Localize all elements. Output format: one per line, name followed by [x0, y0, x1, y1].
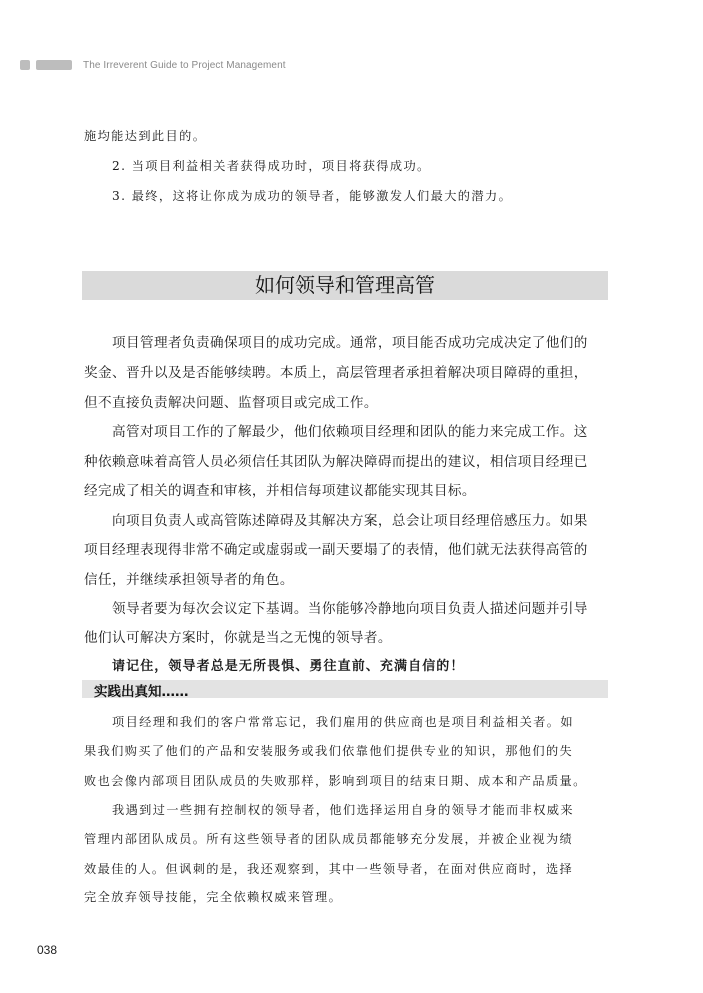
practice-heading-bar — [82, 680, 608, 698]
paragraph-line: 领导者要为每次会议定下基调。当你能够冷静地向项目负责人描述问题并引导 — [112, 601, 588, 617]
paragraph-line: 项目管理者负责确保项目的成功完成。通常，项目能否成功完成决定了他们的 — [112, 335, 588, 351]
paragraph-line: 信任，并继续承担领导者的角色。 — [84, 572, 294, 588]
list-item-3: 3. 最终，这将让你成为成功的领导者，能够激发人们最大的潜力。 — [112, 189, 513, 203]
paragraph-line: 项目经理和我们的客户常常忘记，我们雇用的供应商也是项目利益相关者。如 — [112, 715, 574, 729]
paragraph-line: 种依赖意味着高管人员必须信任其团队为解决障碍而提出的建议，相信项目经理已 — [84, 454, 588, 470]
section-heading-bar — [82, 271, 608, 300]
section-title: 如何领导和管理高管 — [255, 273, 435, 297]
paragraph-line: 但不直接负责解决问题、监督项目或完成工作。 — [84, 395, 378, 411]
page-number: 038 — [37, 943, 58, 957]
paragraph-line: 项目经理表现得非常不确定或虚弱或一副天要塌了的表情，他们就无法获得高管的 — [84, 542, 588, 558]
paragraph-line: 完全放弃领导技能，完全依赖权威来管理。 — [84, 890, 343, 904]
paragraph-line: 向项目负责人或高管陈述障碍及其解决方案，总会让项目经理倍感压力。如果 — [112, 513, 588, 529]
paragraph-line: 经完成了相关的调查和审核，并相信每项建议都能实现其目标。 — [84, 483, 476, 499]
list-item-2: 2. 当项目利益相关者获得成功时，项目将获得成功。 — [112, 159, 431, 173]
intro-line: 施均能达到此目的。 — [84, 129, 207, 143]
paragraph-line: 他们认可解决方案时，你就是当之无愧的领导者。 — [84, 630, 392, 646]
book-title: The Irreverent Guide to Project Management — [83, 59, 286, 71]
running-header — [20, 58, 286, 72]
paragraph-line: 奖金、晋升以及是否能够续聘。本质上，高层管理者承担着解决项目障碍的重担， — [84, 365, 588, 381]
header-square-ornament — [20, 60, 30, 70]
paragraph-line: 高管对项目工作的了解最少，他们依赖项目经理和团队的能力来完成工作。这 — [112, 424, 588, 440]
paragraph-line: 我遇到过一些拥有控制权的领导者，他们选择运用自身的领导才能而非权威来 — [112, 803, 574, 817]
paragraph-line: 管理内部团队成员。所有这些领导者的团队成员都能够充分发展，并被企业视为绩 — [84, 832, 574, 846]
practice-title: 实践出真知…… — [94, 684, 189, 700]
emphasis-line: 请记住，领导者总是无所畏惧、勇往直前、充满自信的！ — [112, 659, 465, 674]
header-bar-ornament — [36, 60, 72, 70]
paragraph-line: 果我们购买了他们的产品和安装服务或我们依靠他们提供专业的知识，那他们的失 — [84, 744, 574, 758]
paragraph-line: 效最佳的人。但讽刺的是，我还观察到，其中一些领导者，在面对供应商时，选择 — [84, 862, 574, 876]
paragraph-line: 败也会像内部项目团队成员的失败那样，影响到项目的结束日期、成本和产品质量。 — [84, 774, 587, 788]
